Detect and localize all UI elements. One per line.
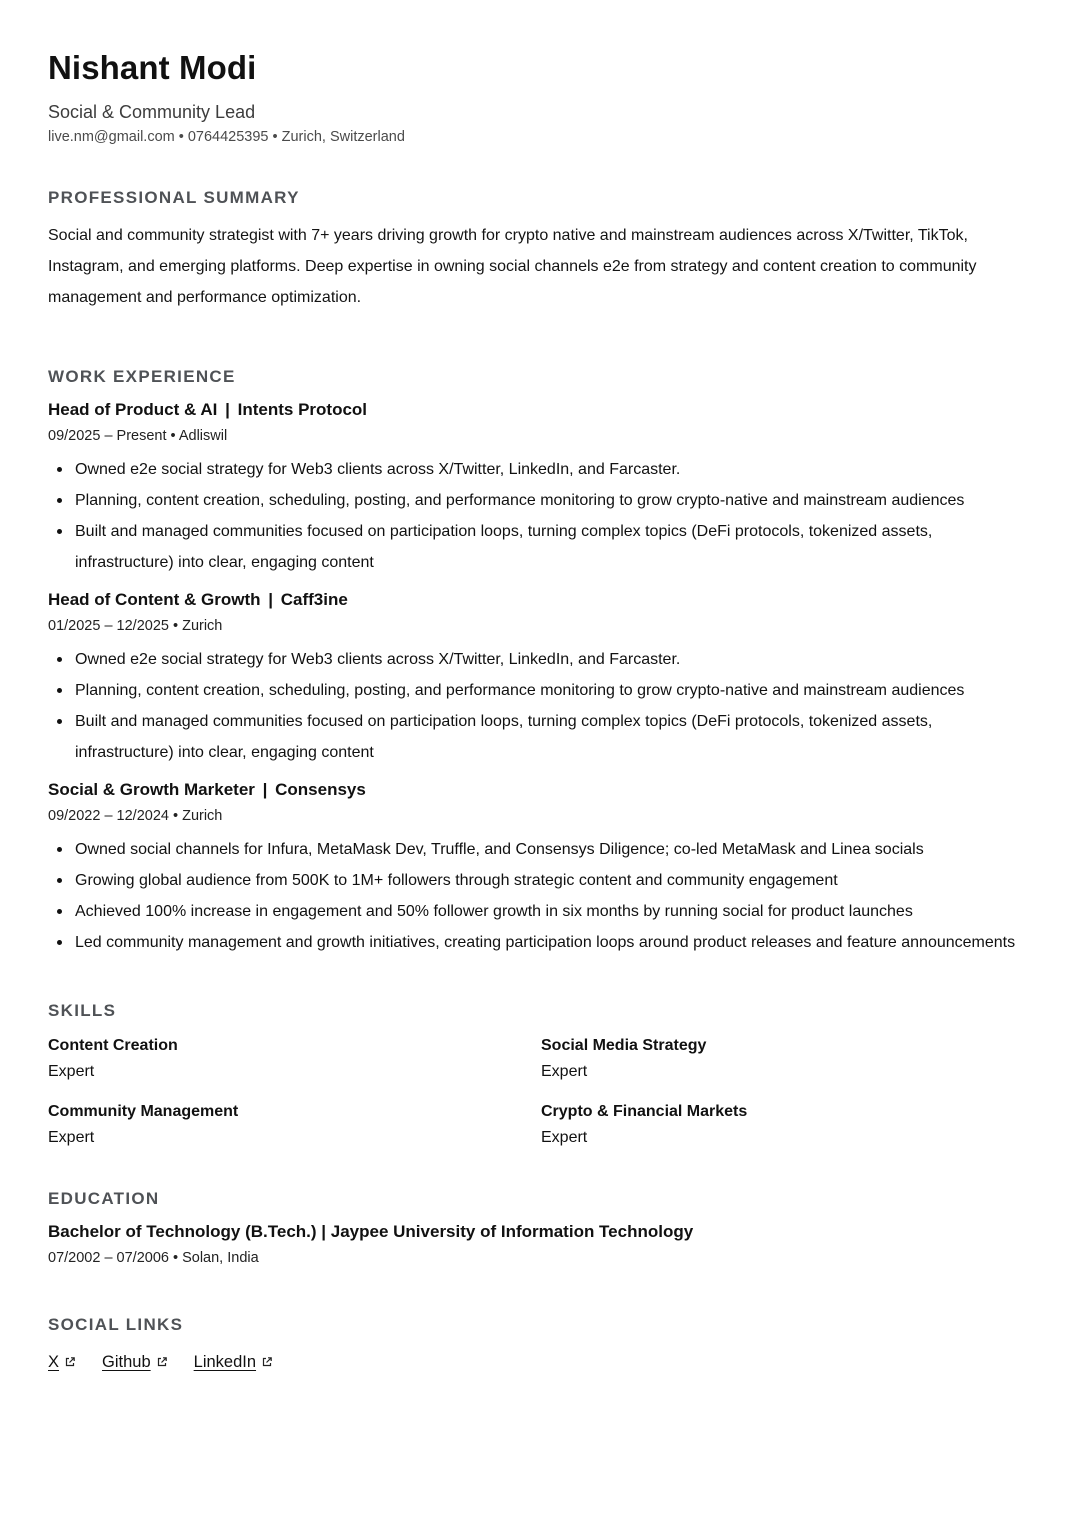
link-label: LinkedIn xyxy=(193,1353,257,1371)
bullet-item: Planning, content creation, scheduling, posting, and performance monitoring to grow crypto-native and mainstream audiences xyxy=(48,675,1028,706)
job-role: Social & Growth Marketer xyxy=(48,780,255,799)
skill-item xyxy=(541,1034,1034,1084)
job-title xyxy=(48,588,1032,612)
candidate-name: Nishant Modi xyxy=(48,49,257,86)
bullet-item: Planning, content creation, scheduling, posting, and performance monitoring to grow crypto-native and mainstream audiences xyxy=(48,485,1028,516)
skill-name: Social Media Strategy xyxy=(541,1037,707,1054)
job-bullets xyxy=(48,644,1032,768)
skill-name: Community Management xyxy=(48,1103,239,1120)
bullet-item: Built and managed communities focused on participation loops, turning complex topics (DeFi protocols, tokenized assets, infrastructure) into clear, engaging content xyxy=(48,706,1028,768)
skill-level: Expert xyxy=(541,1063,588,1080)
skills-grid xyxy=(48,1034,1032,1150)
social-links xyxy=(48,1350,1032,1374)
job-title xyxy=(48,778,1032,802)
social-link-linkedin[interactable] xyxy=(194,1350,273,1374)
bullet-item: Owned social channels for Infura, MetaMask Dev, Truffle, and Consensys Diligence; co-led MetaMask and Linea socials xyxy=(48,834,1028,865)
skill-name: Crypto & Financial Markets xyxy=(541,1103,748,1120)
job-company: Caff3ine xyxy=(280,590,348,609)
job-entry xyxy=(48,588,1032,768)
skill-level: Expert xyxy=(48,1063,95,1080)
job-bullets xyxy=(48,454,1032,578)
skill-item xyxy=(541,1100,1034,1150)
skill-level: Expert xyxy=(48,1129,95,1146)
job-company: Consensys xyxy=(275,780,366,799)
job-entry xyxy=(48,398,1032,578)
job-entry xyxy=(48,778,1032,958)
bullet-item: Achieved 100% increase in engagement and 50% follower growth in six months by running social for product launches xyxy=(48,896,1028,927)
social-link-x[interactable] xyxy=(48,1350,76,1374)
work-heading: WORK EXPERIENCE xyxy=(48,367,236,386)
bullet-item: Owned e2e social strategy for Web3 clients across X/Twitter, LinkedIn, and Farcaster. xyxy=(48,454,1028,485)
bullet-item: Owned e2e social strategy for Web3 clients across X/Twitter, LinkedIn, and Farcaster. xyxy=(48,644,1028,675)
skill-item xyxy=(48,1034,541,1084)
separator: | xyxy=(316,1222,331,1241)
job-list xyxy=(48,398,1032,958)
separator: | xyxy=(268,590,273,609)
skill-name: Content Creation xyxy=(48,1037,178,1054)
job-role: Head of Product & AI xyxy=(48,400,218,419)
summary-text: Social and community strategist with 7+ years driving growth for crypto native and mainstream audiences across X/Twitter, TikTok, Instagram, and emerging platforms. Deep expertise in owning social channels e2e from strategy and content creation to community management and performance optimization. xyxy=(48,227,977,306)
link-label: X xyxy=(48,1353,60,1371)
link-label: Github xyxy=(102,1353,151,1371)
job-company: Intents Protocol xyxy=(237,400,368,419)
job-meta: 01/2025 – 12/2025 • Zurich xyxy=(48,618,223,634)
external-link-icon xyxy=(156,1356,168,1368)
candidate-title: Social & Community Lead xyxy=(48,102,256,122)
external-link-icon xyxy=(64,1356,76,1368)
summary-heading: PROFESSIONAL SUMMARY xyxy=(48,188,300,207)
bullet-item: Growing global audience from 500K to 1M+ followers through strategic content and community engagement xyxy=(48,865,1028,896)
social-link-github[interactable] xyxy=(102,1350,168,1374)
separator: | xyxy=(225,400,230,419)
skill-level: Expert xyxy=(541,1129,588,1146)
separator: | xyxy=(262,780,268,799)
job-title xyxy=(48,398,1032,422)
external-link-icon xyxy=(261,1356,273,1368)
social-heading: SOCIAL LINKS xyxy=(48,1315,184,1334)
education-meta: 07/2002 – 07/2006 • Solan, India xyxy=(48,1250,259,1266)
degree: Bachelor of Technology (B.Tech.) xyxy=(48,1222,317,1241)
bullet-item: Led community management and growth initiatives, creating participation loops around product releases and feature announcements xyxy=(48,927,1028,958)
skills-heading: SKILLS xyxy=(48,1001,117,1020)
job-role: Head of Content & Growth xyxy=(48,590,261,609)
job-meta: 09/2025 – Present • Adliswil xyxy=(48,428,228,444)
job-bullets xyxy=(48,834,1032,958)
contact-line: live.nm@gmail.com • 0764425395 • Zurich, Switzerland xyxy=(48,129,405,145)
skill-item xyxy=(48,1100,541,1150)
job-meta: 09/2022 – 12/2024 • Zurich xyxy=(48,808,223,824)
education-title xyxy=(48,1220,1032,1244)
education-heading: EDUCATION xyxy=(48,1189,160,1208)
school: Jaypee University of Information Technology xyxy=(330,1222,694,1241)
bullet-item: Built and managed communities focused on participation loops, turning complex topics (DeFi protocols, tokenized assets, infrastructure) into clear, engaging content xyxy=(48,516,1028,578)
